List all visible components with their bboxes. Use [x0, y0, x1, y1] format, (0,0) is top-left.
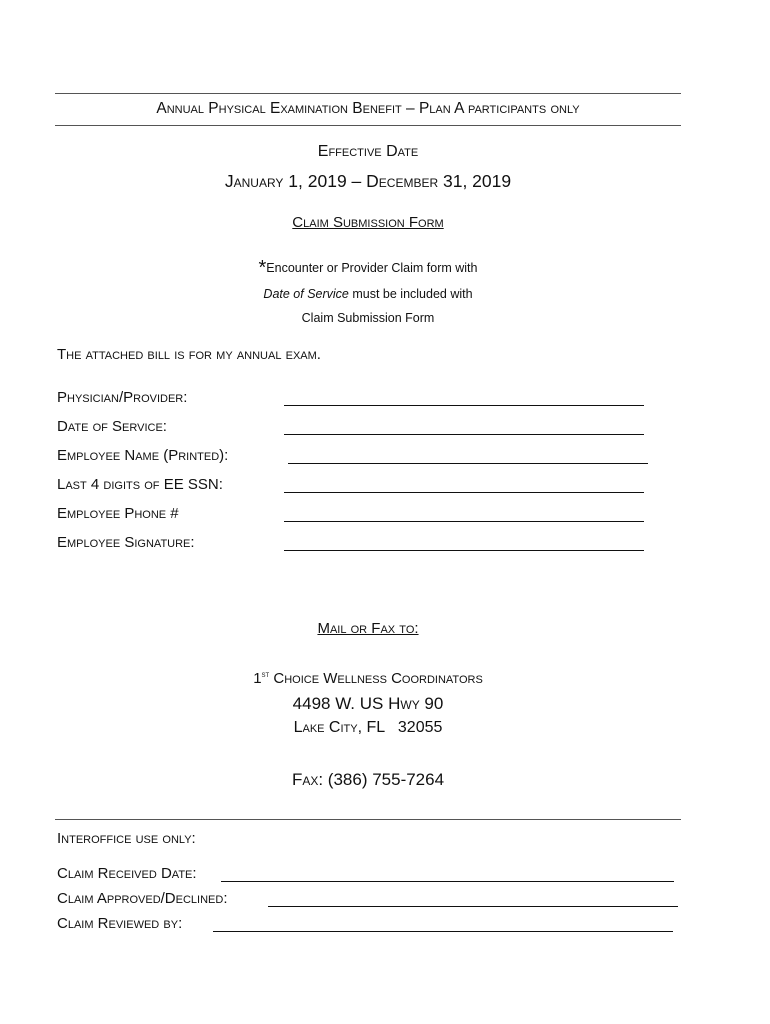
phone-field[interactable] [284, 521, 644, 522]
signature-field[interactable] [284, 550, 644, 551]
note-text-2: must be included with [348, 287, 473, 301]
signature-label: Employee Signature: [57, 534, 195, 551]
note-line-2 [55, 282, 681, 306]
employee-name-label: Employee Name (Printed): [57, 447, 229, 464]
claim-approved-label: Claim Approved/Declined: [57, 890, 228, 907]
claim-reviewed-field[interactable] [213, 931, 673, 932]
note-date-of-service: Date of Service [263, 287, 349, 301]
note-line-1 [55, 256, 681, 280]
ssn-label: Last 4 digits of EE SSN: [57, 476, 223, 493]
date-of-service-field[interactable] [284, 434, 644, 435]
document-title: Annual Physical Examination Benefit – Plan A participants only [156, 100, 580, 117]
organization-name [55, 669, 681, 687]
asterisk-icon: * [258, 257, 267, 279]
provider-field[interactable] [284, 405, 644, 406]
interoffice-rule [55, 819, 681, 820]
org-prefix: 1 [253, 670, 262, 687]
street-address: 4498 W. US Hwy 90 [292, 694, 444, 713]
provider-label: Physician/Provider: [57, 389, 188, 406]
interoffice-heading: Interoffice use only: [57, 830, 196, 847]
top-rule [55, 93, 681, 94]
attached-bill-statement: The attached bill is for my annual exam. [57, 346, 321, 363]
effective-date-range: January 1, 2019 – December 31, 2019 [224, 171, 512, 191]
claim-received-field[interactable] [221, 881, 674, 882]
claim-approved-field[interactable] [268, 906, 678, 907]
ssn-field[interactable] [284, 492, 644, 493]
city-address: Lake City, FL 32055 [293, 719, 443, 736]
title-rule [55, 125, 681, 126]
mail-fax-heading: Mail or Fax to: [317, 620, 419, 637]
employee-name-field[interactable] [288, 463, 648, 464]
org-superscript: st [261, 669, 270, 679]
form-name: Claim Submission Form [292, 214, 444, 231]
claim-reviewed-label: Claim Reviewed by: [57, 915, 183, 932]
note-text-1: Encounter or Provider Claim form with [266, 261, 478, 275]
claim-received-label: Claim Received Date: [57, 865, 197, 882]
effective-date-label: Effective Date [317, 143, 419, 160]
date-of-service-label: Date of Service: [57, 418, 167, 435]
fax-number: Fax: (386) 755-7264 [291, 770, 445, 789]
note-line-3: Claim Submission Form [301, 311, 435, 325]
org-rest: Choice Wellness Coordinators [269, 670, 483, 687]
phone-label: Employee Phone # [57, 505, 179, 522]
